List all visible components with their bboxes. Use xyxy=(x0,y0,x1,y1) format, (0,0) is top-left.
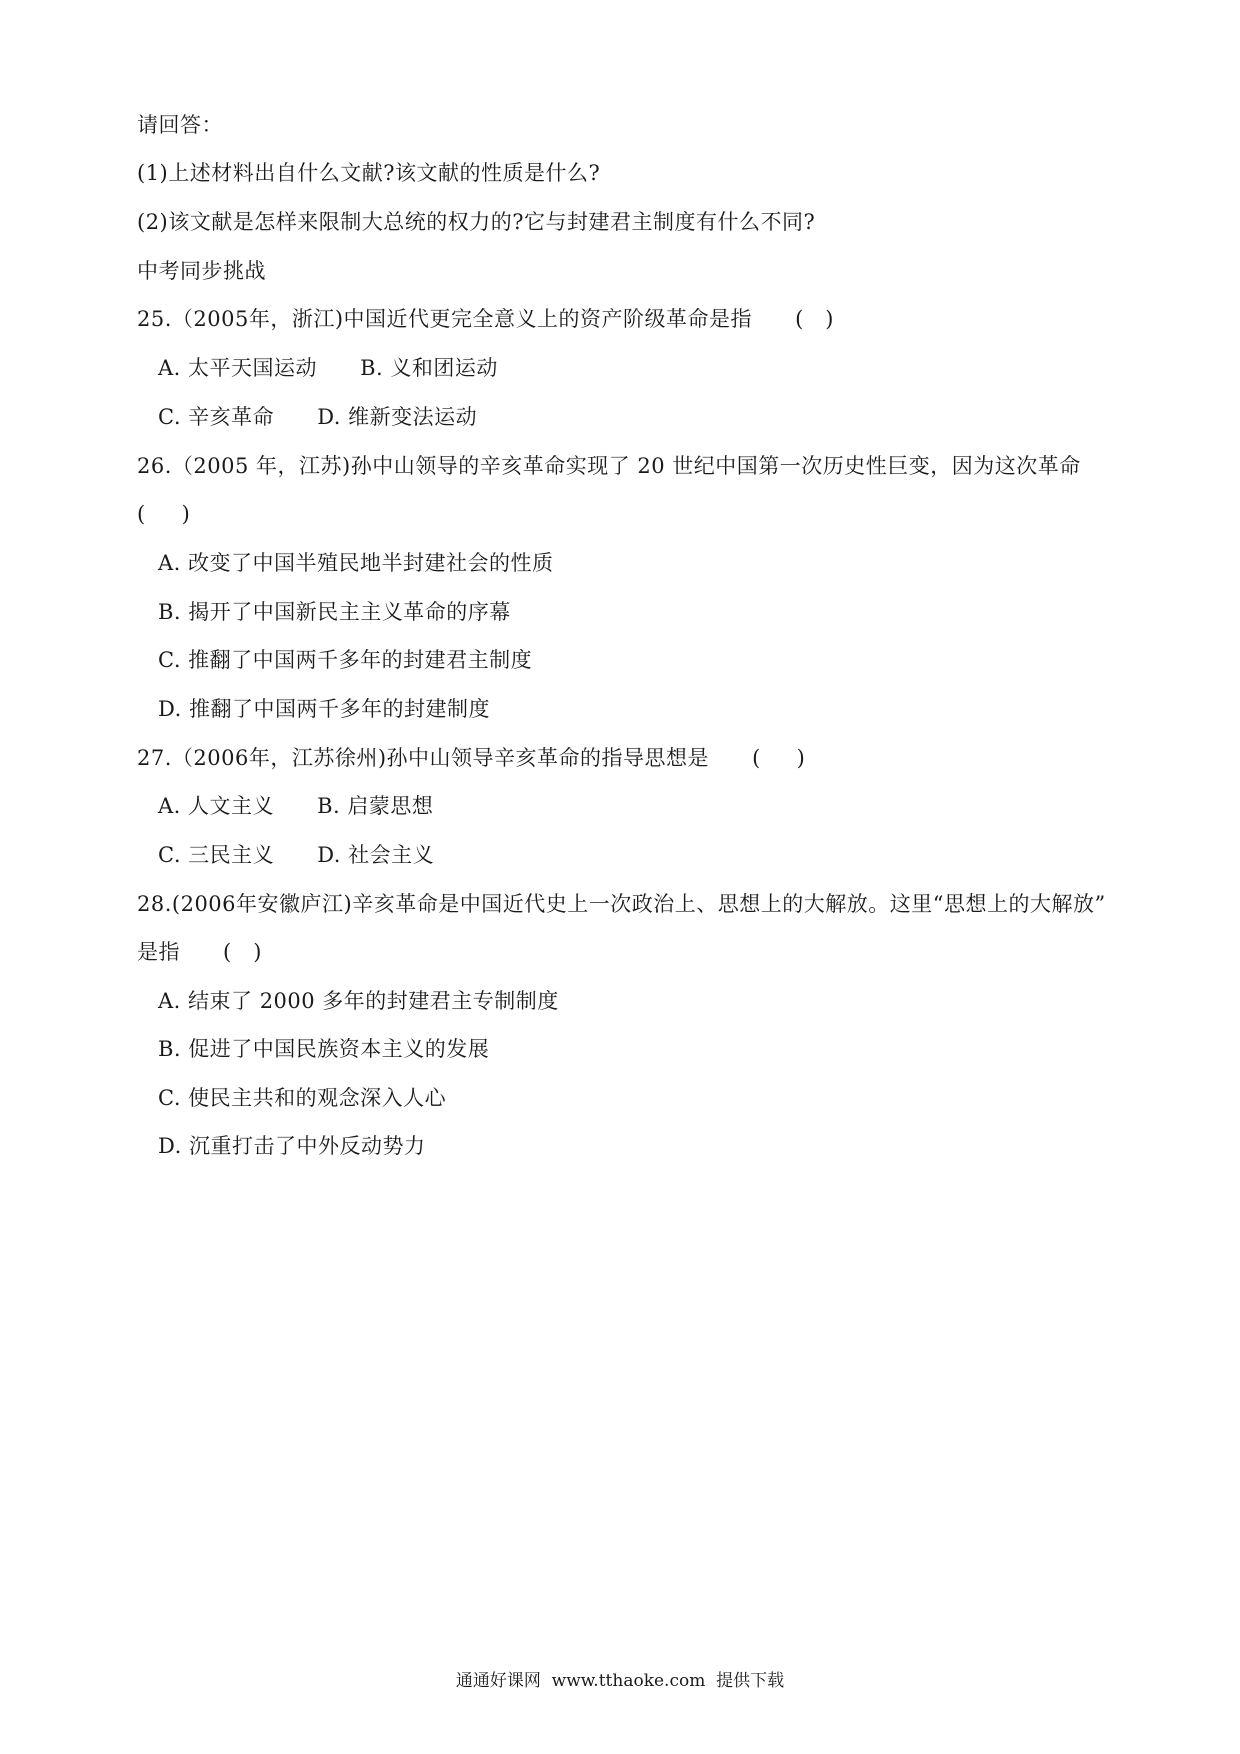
question-27-options-row-2: C. 三民主义 D. 社会主义 xyxy=(158,843,435,867)
question-25-options-row-2: C. 辛亥革命 D. 维新变法运动 xyxy=(158,405,478,429)
question-26-answer-blank: ( ) xyxy=(137,502,191,526)
answer-prompt: 请回答： xyxy=(137,113,223,137)
question-26-stem: 26.（2005 年，江苏)孙中山领导的辛亥革命实现了 20 世纪中国第一次历史性巨变，因为这次革命 xyxy=(137,454,1081,478)
question-26-option-c: C. 推翻了中国两千多年的封建君主制度 xyxy=(158,648,533,672)
page-footer: 通通好课网 www.tthaoke.com 提供下载 xyxy=(455,1671,785,1691)
sub-question-1: (1)上述材料出自什么文献?该文献的性质是什么? xyxy=(137,161,601,185)
sub-question-2: (2)该文献是怎样来限制大总统的权力的?它与封建君主制度有什么不同? xyxy=(137,210,816,234)
question-25-stem: 25.（2005年，浙江)中国近代更完全意义上的资产阶级革命是指 ( ) xyxy=(137,307,834,331)
question-27-options-row-1: A. 人文主义 B. 启蒙思想 xyxy=(158,794,434,818)
question-27-stem: 27.（2006年，江苏徐州)孙中山领导辛亥革命的指导思想是 ( ) xyxy=(137,746,806,770)
question-28-stem: 28.(2006年安徽庐江)辛亥革命是中国近代史上一次政治上、思想上的大解放。这里“思想上的大解放” xyxy=(137,892,1106,916)
question-26-option-a: A. 改变了中国半殖民地半封建社会的性质 xyxy=(158,551,554,575)
question-28-option-c: C. 使民主共和的观念深入人心 xyxy=(158,1086,447,1110)
question-28-option-a: A. 结束了 2000 多年的封建君主专制制度 xyxy=(158,989,559,1013)
question-26-option-d: D. 推翻了中国两千多年的封建制度 xyxy=(158,697,490,721)
question-28-stem-continued: 是指 ( ) xyxy=(137,940,262,964)
question-25-options-row-1: A. 太平天国运动 B. 义和团运动 xyxy=(158,356,498,380)
section-title: 中考同步挑战 xyxy=(137,259,266,283)
question-26-option-b: B. 揭开了中国新民主主义革命的序幕 xyxy=(158,600,511,624)
question-28-option-b: B. 促进了中国民族资本主义的发展 xyxy=(158,1037,490,1061)
question-28-option-d: D. 沉重打击了中外反动势力 xyxy=(158,1134,426,1158)
